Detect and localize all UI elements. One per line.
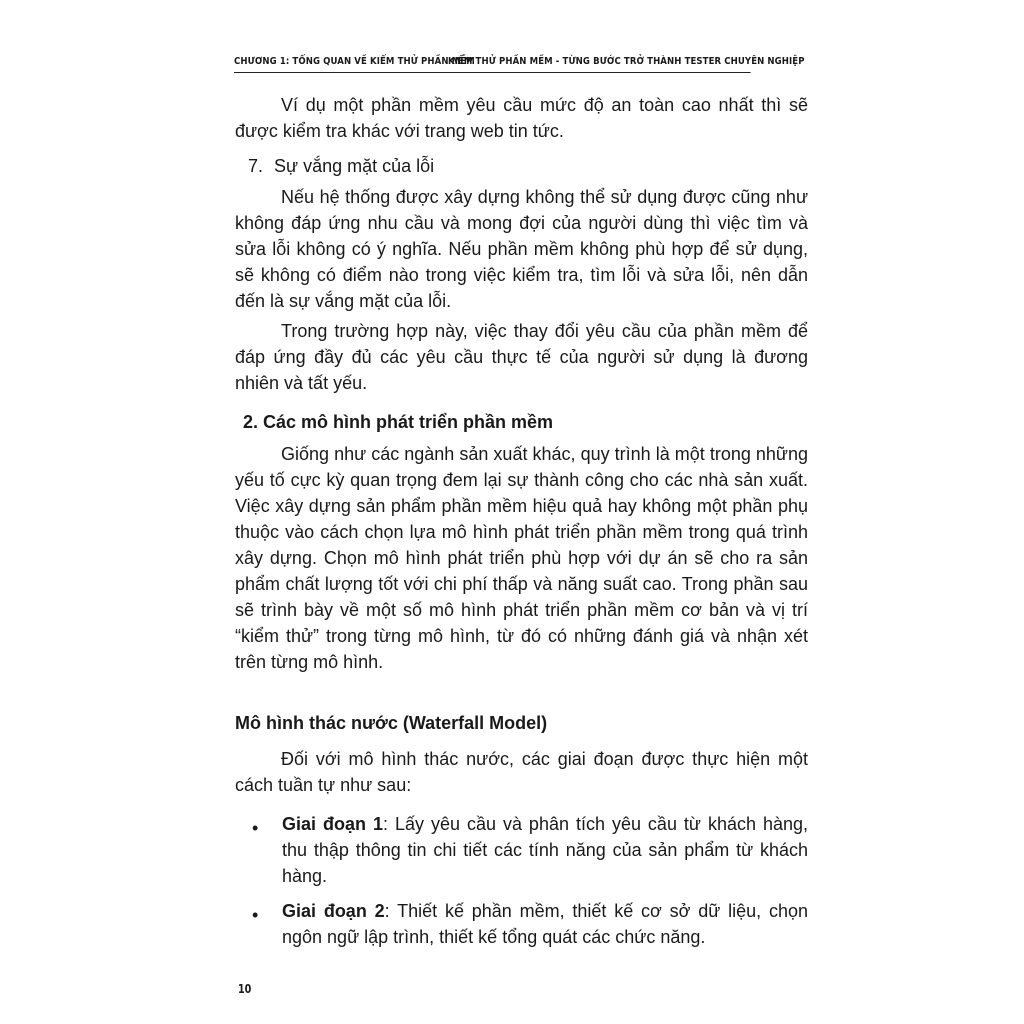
bullet-marker: •	[252, 818, 259, 838]
list-item-7-title: Sự vắng mặt của lỗi	[274, 156, 435, 176]
paragraph-requirement-change: Trong trường hợp này, việc thay đổi yêu cầu của phần mềm để đáp ứng đầy đủ các yêu cầu thực tế của người sử dụng là đương nhiên và tất yếu.	[235, 321, 808, 393]
list-item-7	[248, 153, 434, 179]
paragraph-development-models-intro: Giống như các ngành sản xuất khác, quy trình là một trong những yếu tố cực kỳ quan trọng đem lại sự thành công cho các nhà sản xuất. Việc xây dựng sản phẩm phần mềm hiệu quả hay không một phần phụ thuộc vào cách chọn lựa mô hình phát triển phần mềm trong quá trình xây dựng. Chọn mô hình phát triển phù hợp với dự án sẽ cho ra sản phẩm chất lượng tốt với chi phí thấp và năng suất cao. Trong phần sau sẽ trình bày về một số mô hình phát triển phần mềm cơ bản và vị trí “kiểm thử” trong từng mô hình, từ đó có những đánh giá và nhận xét trên từng mô hình.	[235, 444, 808, 672]
book-title: KIỂM THỬ PHẦN MỀM - TỪNG BƯỚC TRỞ THÀNH TESTER CHUYÊN NGHIỆP	[447, 56, 805, 67]
running-header	[234, 52, 805, 73]
bullet-stage-2	[282, 898, 808, 950]
bullet-marker: •	[252, 905, 259, 925]
subsection-heading-waterfall: Mô hình thác nước (Waterfall Model)	[235, 713, 548, 733]
paragraph-absence-of-errors: Nếu hệ thống được xây dựng không thể sử dụng được cũng như không đáp ứng nhu cầu và mong đợi của người dùng thì việc tìm và sửa lỗi không có ý nghĩa. Nếu phần mềm không phù hợp để sử dụng, sẽ không có điểm nào trong việc kiểm tra, tìm lỗi và sửa lỗi, nên dẫn đến là sự vắng mặt của lỗi.	[235, 187, 808, 311]
bullet-stage-1	[282, 811, 808, 889]
bullet-stage-1-label: Giai đoạn 1	[282, 814, 383, 834]
page-number: 10	[238, 982, 252, 996]
paragraph-waterfall-intro: Đối với mô hình thác nước, các giai đoạn được thực hiện một cách tuần tự như sau:	[235, 749, 808, 795]
paragraph-example-security: Ví dụ một phần mềm yêu cầu mức độ an toàn cao nhất thì sẽ được kiểm tra khác với trang web tin tức.	[235, 95, 808, 141]
bullet-stage-2-text: : Thiết kế phần mềm, thiết kế cơ sở dữ liệu, chọn ngôn ngữ lập trình, thiết kế tổng quát các chức năng.	[282, 901, 808, 947]
chapter-title: CHƯƠNG 1: TỔNG QUAN VỀ KIỂM THỬ PHẦN MỀM	[234, 56, 475, 67]
bullet-stage-1-text: : Lấy yêu cầu và phân tích yêu cầu từ khách hàng, thu thập thông tin chi tiết các tính năng của sản phẩm từ khách hàng.	[282, 814, 809, 886]
bullet-stage-2-label: Giai đoạn 2	[282, 901, 385, 921]
list-item-7-number: 7.	[248, 156, 264, 176]
section-heading-development-models: 2. Các mô hình phát triển phần mềm	[243, 412, 554, 432]
